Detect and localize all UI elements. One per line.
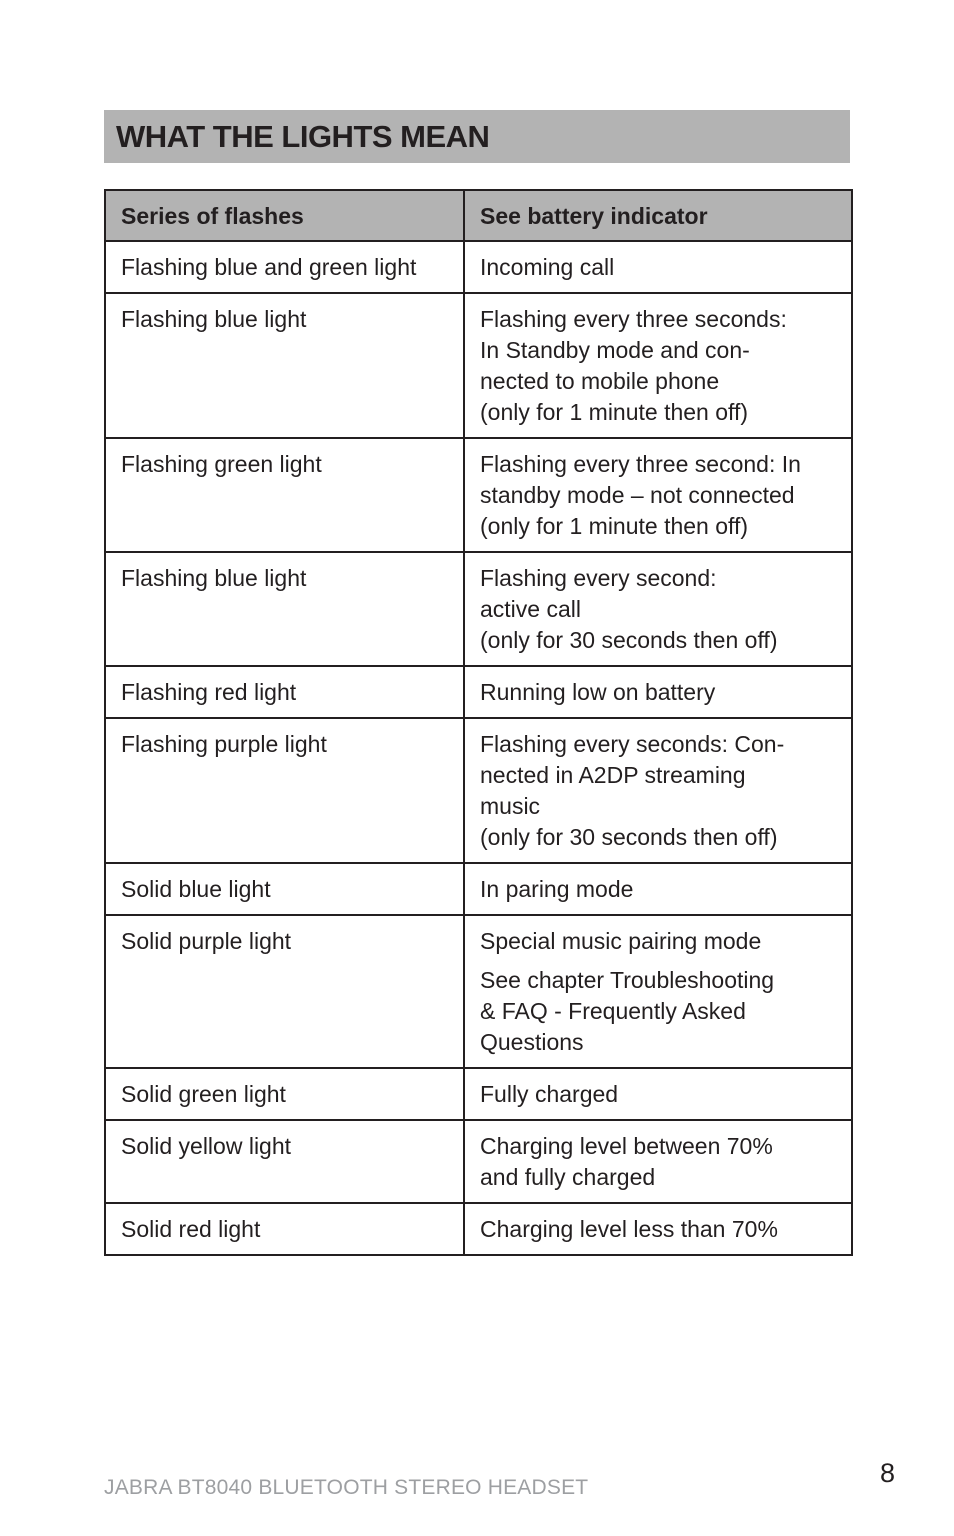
meaning-line: (only for 30 seconds then off) [480, 627, 778, 653]
table-row [105, 863, 852, 915]
column-header-indicator: See battery indicator [464, 190, 852, 241]
meaning-line: Incoming call [480, 254, 615, 280]
section-title: WHAT THE LIGHTS MEAN [116, 118, 490, 154]
meaning-line: music [480, 793, 541, 819]
meaning-line: Special music pairing mode [480, 928, 762, 954]
light-meaning-cell [464, 1203, 852, 1255]
light-pattern-cell: Flashing purple light [105, 718, 464, 863]
table-row [105, 1068, 852, 1120]
light-pattern-cell: Flashing green light [105, 438, 464, 552]
light-meaning-cell [464, 915, 852, 1068]
meaning-line: In Standby mode and con- [480, 337, 750, 363]
page-number: 8 [880, 1458, 896, 1488]
meaning-paragraph [480, 563, 837, 656]
meaning-paragraph [480, 926, 837, 957]
meaning-paragraph [480, 1131, 837, 1193]
meaning-line: Charging level less than 70% [480, 1216, 778, 1242]
light-meaning-cell [464, 666, 852, 718]
meaning-line: and fully charged [480, 1164, 656, 1190]
light-pattern-cell: Solid yellow light [105, 1120, 464, 1203]
table-row [105, 241, 852, 293]
light-meaning-cell [464, 293, 852, 438]
table-row [105, 438, 852, 552]
light-meaning-cell [464, 1068, 852, 1120]
meaning-line: Flashing every second: [480, 565, 717, 591]
section-heading-bar [104, 110, 850, 163]
meaning-line: Running low on battery [480, 679, 716, 705]
light-pattern-cell: Flashing blue light [105, 552, 464, 666]
table-row [105, 1203, 852, 1255]
light-pattern-cell: Solid red light [105, 1203, 464, 1255]
light-meaning-cell [464, 718, 852, 863]
meaning-paragraph [480, 1214, 837, 1245]
light-pattern-cell: Solid purple light [105, 915, 464, 1068]
meaning-line: (only for 30 seconds then off) [480, 824, 778, 850]
meaning-line: Flashing every three second: In [480, 451, 801, 477]
meaning-paragraph [480, 304, 837, 428]
meaning-line: standby mode – not connected [480, 482, 795, 508]
lights-table-body [105, 241, 852, 1255]
meaning-line: Charging level between 70% [480, 1133, 773, 1159]
light-pattern-cell: Solid green light [105, 1068, 464, 1120]
meaning-line: Fully charged [480, 1081, 619, 1107]
light-pattern-cell: Solid blue light [105, 863, 464, 915]
light-meaning-cell [464, 438, 852, 552]
meaning-line: Flashing every seconds: Con- [480, 731, 785, 757]
table-row [105, 293, 852, 438]
meaning-paragraph [480, 874, 837, 905]
meaning-line: Questions [480, 1029, 584, 1055]
table-row [105, 666, 852, 718]
light-meaning-cell [464, 863, 852, 915]
meaning-line: See chapter Troubleshooting [480, 967, 775, 993]
meaning-paragraph [480, 965, 837, 1058]
footer-product-title: JABRA BT8040 BLUETOOTH STEREO HEADSET [104, 1476, 589, 1499]
meaning-paragraph [480, 449, 837, 542]
meaning-line: (only for 1 minute then off) [480, 513, 749, 539]
meaning-line: In paring mode [480, 876, 634, 902]
light-meaning-cell [464, 552, 852, 666]
meaning-line: active call [480, 596, 581, 622]
table-row [105, 718, 852, 863]
meaning-paragraph [480, 252, 837, 283]
meaning-line: & FAQ - Frequently Asked [480, 998, 746, 1024]
table-row [105, 915, 852, 1068]
meaning-line: (only for 1 minute then off) [480, 399, 749, 425]
table-row [105, 1120, 852, 1203]
table-header-row [105, 190, 852, 241]
meaning-paragraph [480, 1079, 837, 1110]
meaning-line: nected in A2DP streaming [480, 762, 746, 788]
meaning-line: Flashing every three seconds: [480, 306, 787, 332]
lights-table [104, 189, 853, 1256]
light-pattern-cell: Flashing red light [105, 666, 464, 718]
light-meaning-cell [464, 241, 852, 293]
light-pattern-cell: Flashing blue light [105, 293, 464, 438]
meaning-paragraph [480, 729, 837, 853]
light-pattern-cell: Flashing blue and green light [105, 241, 464, 293]
column-header-flashes: Series of flashes [105, 190, 464, 241]
meaning-line: nected to mobile phone [480, 368, 720, 394]
light-meaning-cell [464, 1120, 852, 1203]
table-row [105, 552, 852, 666]
meaning-paragraph [480, 677, 837, 708]
